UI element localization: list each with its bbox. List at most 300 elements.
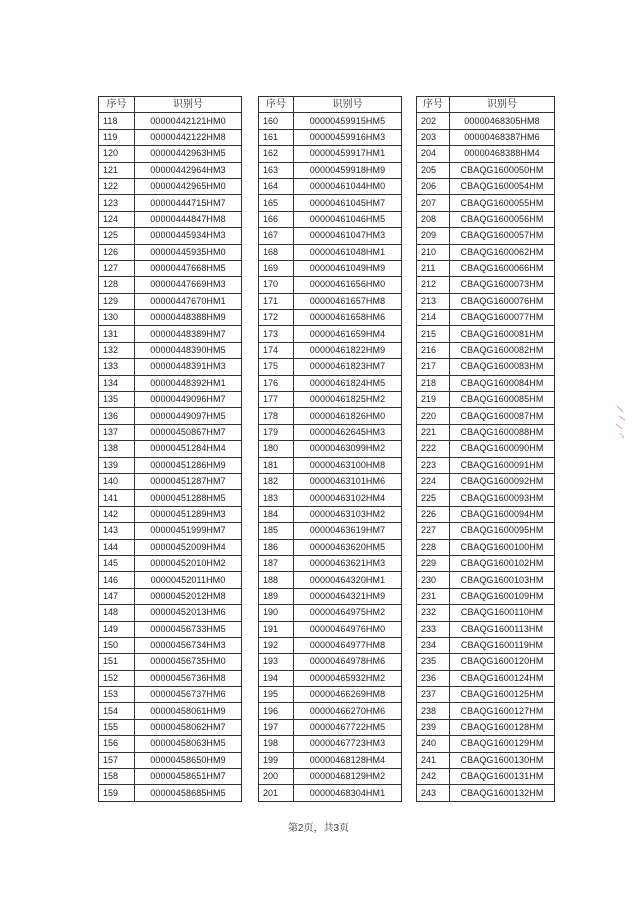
row-seq: 208: [417, 211, 450, 227]
table-row: [99, 785, 242, 801]
row-seq: 243: [417, 785, 450, 801]
table-row: [99, 129, 242, 145]
row-id: 00000448391HM3: [135, 359, 242, 375]
row-seq: 201: [259, 785, 294, 801]
table-row: [417, 211, 555, 227]
table-row: [417, 342, 555, 358]
row-seq: 191: [259, 621, 294, 637]
table-row: [259, 605, 402, 621]
row-id: 00000461048HM1: [294, 244, 402, 260]
row-seq: 203: [417, 129, 450, 145]
row-seq: 167: [259, 228, 294, 244]
row-id: 00000445935HM0: [135, 244, 242, 260]
row-seq: 133: [99, 359, 135, 375]
row-seq: 141: [99, 490, 135, 506]
row-seq: 165: [259, 195, 294, 211]
seq-header: 序号: [99, 97, 135, 113]
row-id: 00000449096HM7: [135, 392, 242, 408]
row-seq: 178: [259, 408, 294, 424]
row-seq: 215: [417, 326, 450, 342]
row-seq: 132: [99, 342, 135, 358]
table-row: [417, 506, 555, 522]
row-seq: 231: [417, 588, 450, 604]
row-seq: 145: [99, 555, 135, 571]
table-row: [417, 195, 555, 211]
table-row: [259, 506, 402, 522]
table-row: [417, 687, 555, 703]
row-id: 00000458061HM9: [135, 703, 242, 719]
row-id: 00000468388HM4: [450, 146, 555, 162]
table-row: [417, 113, 555, 129]
row-id: CBAQG1600103HM: [450, 572, 555, 588]
row-seq: 162: [259, 146, 294, 162]
row-seq: 220: [417, 408, 450, 424]
row-id: 00000466269HM8: [294, 687, 402, 703]
table-row: [417, 129, 555, 145]
table-row: [417, 588, 555, 604]
row-id: CBAQG1600109HM: [450, 588, 555, 604]
table-row: [259, 375, 402, 391]
row-id: 00000450867HM7: [135, 424, 242, 440]
row-id: CBAQG1600095HM: [450, 523, 555, 539]
row-seq: 187: [259, 555, 294, 571]
row-id: 00000451288HM5: [135, 490, 242, 506]
table-row: [99, 769, 242, 785]
row-seq: 146: [99, 572, 135, 588]
table-row: [99, 605, 242, 621]
row-seq: 182: [259, 473, 294, 489]
table-row: [99, 670, 242, 686]
table-row: [417, 654, 555, 670]
row-seq: 131: [99, 326, 135, 342]
row-seq: 237: [417, 687, 450, 703]
row-id: 00000461045HM7: [294, 195, 402, 211]
table-row: [99, 162, 242, 178]
row-seq: 177: [259, 392, 294, 408]
table-row: [99, 359, 242, 375]
table-row: [259, 359, 402, 375]
table-row: [259, 244, 402, 260]
row-seq: 188: [259, 572, 294, 588]
page-number: 第2页，共3页: [287, 823, 350, 834]
row-id: 00000468305HM8: [450, 113, 555, 129]
table-row: [417, 310, 555, 326]
row-seq: 128: [99, 277, 135, 293]
row-seq: 163: [259, 162, 294, 178]
table-row: [259, 539, 402, 555]
row-seq: 229: [417, 555, 450, 571]
table-row: [259, 162, 402, 178]
table-row: [259, 277, 402, 293]
row-seq: 170: [259, 277, 294, 293]
row-id: CBAQG1600055HM: [450, 195, 555, 211]
row-id: CBAQG1600128HM: [450, 719, 555, 735]
row-seq: 207: [417, 195, 450, 211]
row-id: 00000456733HM5: [135, 621, 242, 637]
table-row: [259, 588, 402, 604]
row-seq: 120: [99, 146, 135, 162]
row-seq: 209: [417, 228, 450, 244]
row-seq: 224: [417, 473, 450, 489]
table-row: [417, 326, 555, 342]
row-seq: 156: [99, 736, 135, 752]
row-seq: 216: [417, 342, 450, 358]
row-id: CBAQG1600056HM: [450, 211, 555, 227]
row-id: CBAQG1600125HM: [450, 687, 555, 703]
row-seq: 129: [99, 293, 135, 309]
row-id: 00000451999HM7: [135, 523, 242, 539]
row-id: 00000458685HM5: [135, 785, 242, 801]
table-row: [99, 473, 242, 489]
row-seq: 210: [417, 244, 450, 260]
row-id: 00000461046HM5: [294, 211, 402, 227]
table-row: [417, 752, 555, 768]
table-row: [99, 228, 242, 244]
row-seq: 136: [99, 408, 135, 424]
row-id: CBAQG1600082HM: [450, 342, 555, 358]
table-row: [259, 392, 402, 408]
row-id: 00000464321HM9: [294, 588, 402, 604]
table-row: [417, 605, 555, 621]
row-id: 00000459915HM5: [294, 113, 402, 129]
table-row: [259, 670, 402, 686]
row-id: 00000461826HM0: [294, 408, 402, 424]
table-row: [259, 473, 402, 489]
row-id: CBAQG1600084HM: [450, 375, 555, 391]
table-row: [99, 441, 242, 457]
table-row: [417, 277, 555, 293]
row-seq: 126: [99, 244, 135, 260]
row-seq: 171: [259, 293, 294, 309]
row-seq: 222: [417, 441, 450, 457]
row-id: CBAQG1600132HM: [450, 785, 555, 801]
table-row: [99, 457, 242, 473]
row-id: 00000456735HM0: [135, 654, 242, 670]
table-row: [417, 408, 555, 424]
table-row: [259, 408, 402, 424]
row-id: 00000456736HM8: [135, 670, 242, 686]
table-row: [417, 555, 555, 571]
table-row: [99, 244, 242, 260]
row-id: 00000442121HM0: [135, 113, 242, 129]
row-id: 00000463101HM6: [294, 473, 402, 489]
table-row: [99, 408, 242, 424]
row-id: 00000461824HM5: [294, 375, 402, 391]
row-id: CBAQG1600120HM: [450, 654, 555, 670]
table-row: [99, 178, 242, 194]
row-seq: 157: [99, 752, 135, 768]
table-row: [259, 654, 402, 670]
row-seq: 212: [417, 277, 450, 293]
table-row: [417, 621, 555, 637]
row-id: 00000459918HM9: [294, 162, 402, 178]
table-row: [417, 424, 555, 440]
row-id: 00000442965HM0: [135, 178, 242, 194]
row-seq: 235: [417, 654, 450, 670]
row-id: CBAQG1600087HM: [450, 408, 555, 424]
row-id: 00000448390HM5: [135, 342, 242, 358]
row-id: 00000466270HM6: [294, 703, 402, 719]
row-id: 00000458650HM9: [135, 752, 242, 768]
row-seq: 173: [259, 326, 294, 342]
table-row: [417, 228, 555, 244]
row-id: CBAQG1600076HM: [450, 293, 555, 309]
row-id: CBAQG1600088HM: [450, 424, 555, 440]
row-seq: 135: [99, 392, 135, 408]
row-seq: 217: [417, 359, 450, 375]
table-row: [417, 769, 555, 785]
row-seq: 223: [417, 457, 450, 473]
row-seq: 221: [417, 424, 450, 440]
seq-header: 序号: [417, 97, 450, 113]
row-seq: 227: [417, 523, 450, 539]
row-seq: 143: [99, 523, 135, 539]
id-header: 识别号: [294, 97, 402, 113]
table-row: [259, 736, 402, 752]
seq-header: 序号: [259, 97, 294, 113]
row-id: 00000461658HM6: [294, 310, 402, 326]
row-seq: 121: [99, 162, 135, 178]
table-row: [417, 457, 555, 473]
row-id: CBAQG1600083HM: [450, 359, 555, 375]
table-row: [417, 375, 555, 391]
row-id: 00000451287HM7: [135, 473, 242, 489]
row-seq: 194: [259, 670, 294, 686]
table-row: [99, 637, 242, 653]
row-seq: 164: [259, 178, 294, 194]
table-row: [99, 719, 242, 735]
table-row: [99, 752, 242, 768]
table-row: [259, 703, 402, 719]
id-header: 识别号: [135, 97, 242, 113]
table-row: [259, 129, 402, 145]
row-id: CBAQG1600091HM: [450, 457, 555, 473]
table-row: [99, 621, 242, 637]
row-id: 00000458651HM7: [135, 769, 242, 785]
row-seq: 122: [99, 178, 135, 194]
row-id: 00000461657HM8: [294, 293, 402, 309]
row-id: 00000452010HM2: [135, 555, 242, 571]
table-row: [259, 113, 402, 129]
row-id: CBAQG1600129HM: [450, 736, 555, 752]
row-id: 00000447670HM1: [135, 293, 242, 309]
row-seq: 118: [99, 113, 135, 129]
table-row: [99, 375, 242, 391]
row-id: 00000445934HM3: [135, 228, 242, 244]
row-seq: 159: [99, 785, 135, 801]
row-id: 00000463100HM8: [294, 457, 402, 473]
row-id: CBAQG1600085HM: [450, 392, 555, 408]
table-row: [259, 572, 402, 588]
row-id: 00000461825HM2: [294, 392, 402, 408]
table-row: [259, 555, 402, 571]
row-seq: 219: [417, 392, 450, 408]
row-id: 00000468304HM1: [294, 785, 402, 801]
row-id: 00000467723HM3: [294, 736, 402, 752]
row-seq: 234: [417, 637, 450, 653]
row-seq: 138: [99, 441, 135, 457]
table-row: [99, 342, 242, 358]
row-id: 00000452009HM4: [135, 539, 242, 555]
row-seq: 225: [417, 490, 450, 506]
row-id: 00000459917HM1: [294, 146, 402, 162]
table-row: [417, 736, 555, 752]
row-id: 00000463620HM5: [294, 539, 402, 555]
id-table-3: [416, 96, 555, 802]
table-row: [259, 523, 402, 539]
table-row: [417, 260, 555, 276]
row-seq: 189: [259, 588, 294, 604]
table-row: [259, 490, 402, 506]
row-id: CBAQG1600050HM: [450, 162, 555, 178]
row-id: CBAQG1600093HM: [450, 490, 555, 506]
row-id: 00000448392HM1: [135, 375, 242, 391]
table-row: [99, 539, 242, 555]
row-id: 00000462645HM3: [294, 424, 402, 440]
row-id: 00000468387HM6: [450, 129, 555, 145]
row-seq: 123: [99, 195, 135, 211]
row-id: 00000452013HM6: [135, 605, 242, 621]
table-row: [99, 703, 242, 719]
row-seq: 144: [99, 539, 135, 555]
row-id: 00000452011HM0: [135, 572, 242, 588]
row-id: CBAQG1600094HM: [450, 506, 555, 522]
row-id: 00000458063HM5: [135, 736, 242, 752]
row-seq: 119: [99, 129, 135, 145]
id-table-1: [98, 96, 242, 802]
row-seq: 147: [99, 588, 135, 604]
table-row: [417, 539, 555, 555]
table-row: [417, 146, 555, 162]
table-row: [99, 113, 242, 129]
row-seq: 190: [259, 605, 294, 621]
row-id: 00000451286HM9: [135, 457, 242, 473]
row-seq: 153: [99, 687, 135, 703]
row-seq: 242: [417, 769, 450, 785]
table-row: [259, 195, 402, 211]
table-row: [99, 277, 242, 293]
row-id: CBAQG1600090HM: [450, 441, 555, 457]
row-seq: 172: [259, 310, 294, 326]
row-seq: 230: [417, 572, 450, 588]
row-id: CBAQG1600110HM: [450, 605, 555, 621]
row-id: 00000461656HM0: [294, 277, 402, 293]
row-id: 00000444715HM7: [135, 195, 242, 211]
row-seq: 160: [259, 113, 294, 129]
row-id: 00000468128HM4: [294, 752, 402, 768]
table-row: [417, 359, 555, 375]
table-row: [259, 310, 402, 326]
row-seq: 152: [99, 670, 135, 686]
row-seq: 193: [259, 654, 294, 670]
row-seq: 192: [259, 637, 294, 653]
row-id: CBAQG1600100HM: [450, 539, 555, 555]
table-row: [417, 178, 555, 194]
row-seq: 149: [99, 621, 135, 637]
row-id: 00000456734HM3: [135, 637, 242, 653]
table-row: [259, 424, 402, 440]
row-seq: 204: [417, 146, 450, 162]
row-seq: 195: [259, 687, 294, 703]
row-id: 00000465932HM2: [294, 670, 402, 686]
row-seq: 176: [259, 375, 294, 391]
row-id: CBAQG1600127HM: [450, 703, 555, 719]
table-row: [99, 654, 242, 670]
row-seq: 196: [259, 703, 294, 719]
table-row: [99, 687, 242, 703]
row-seq: 197: [259, 719, 294, 735]
table-row: [259, 228, 402, 244]
row-seq: 139: [99, 457, 135, 473]
table-row: [259, 260, 402, 276]
row-id: CBAQG1600073HM: [450, 277, 555, 293]
table-row: [417, 244, 555, 260]
row-id: 00000442964HM3: [135, 162, 242, 178]
table-row: [417, 637, 555, 653]
row-seq: 233: [417, 621, 450, 637]
row-id: CBAQG1600062HM: [450, 244, 555, 260]
row-id: 00000451289HM3: [135, 506, 242, 522]
row-id: 00000452012HM8: [135, 588, 242, 604]
row-seq: 213: [417, 293, 450, 309]
row-seq: 232: [417, 605, 450, 621]
row-id: 00000464975HM2: [294, 605, 402, 621]
row-id: 00000461044HM0: [294, 178, 402, 194]
row-id: 00000459916HM3: [294, 129, 402, 145]
row-seq: 130: [99, 310, 135, 326]
row-seq: 161: [259, 129, 294, 145]
row-id: 00000463619HM7: [294, 523, 402, 539]
row-seq: 174: [259, 342, 294, 358]
table-row: [99, 555, 242, 571]
row-id: CBAQG1600092HM: [450, 473, 555, 489]
row-seq: 214: [417, 310, 450, 326]
row-seq: 205: [417, 162, 450, 178]
row-seq: 134: [99, 375, 135, 391]
row-seq: 202: [417, 113, 450, 129]
row-id: 00000468129HM2: [294, 769, 402, 785]
row-id: 00000463103HM2: [294, 506, 402, 522]
row-seq: 241: [417, 752, 450, 768]
row-seq: 226: [417, 506, 450, 522]
table-row: [259, 752, 402, 768]
row-seq: 175: [259, 359, 294, 375]
row-seq: 218: [417, 375, 450, 391]
table-row: [259, 293, 402, 309]
row-seq: 179: [259, 424, 294, 440]
table-row: [99, 424, 242, 440]
row-seq: 142: [99, 506, 135, 522]
table-row: [99, 392, 242, 408]
row-id: 00000448388HM9: [135, 310, 242, 326]
row-id: 00000451284HM4: [135, 441, 242, 457]
row-id: 00000463099HM2: [294, 441, 402, 457]
row-seq: 200: [259, 769, 294, 785]
row-id: CBAQG1600131HM: [450, 769, 555, 785]
row-id: 00000464976HM0: [294, 621, 402, 637]
row-seq: 206: [417, 178, 450, 194]
table-row: [99, 326, 242, 342]
table-row: [259, 178, 402, 194]
id-table-2: [258, 96, 402, 802]
table-row: [99, 310, 242, 326]
table-row: [417, 490, 555, 506]
table-row: [259, 637, 402, 653]
row-id: 00000444847HM8: [135, 211, 242, 227]
row-id: 00000458062HM7: [135, 719, 242, 735]
table-row: [259, 785, 402, 801]
row-id: CBAQG1600102HM: [450, 555, 555, 571]
